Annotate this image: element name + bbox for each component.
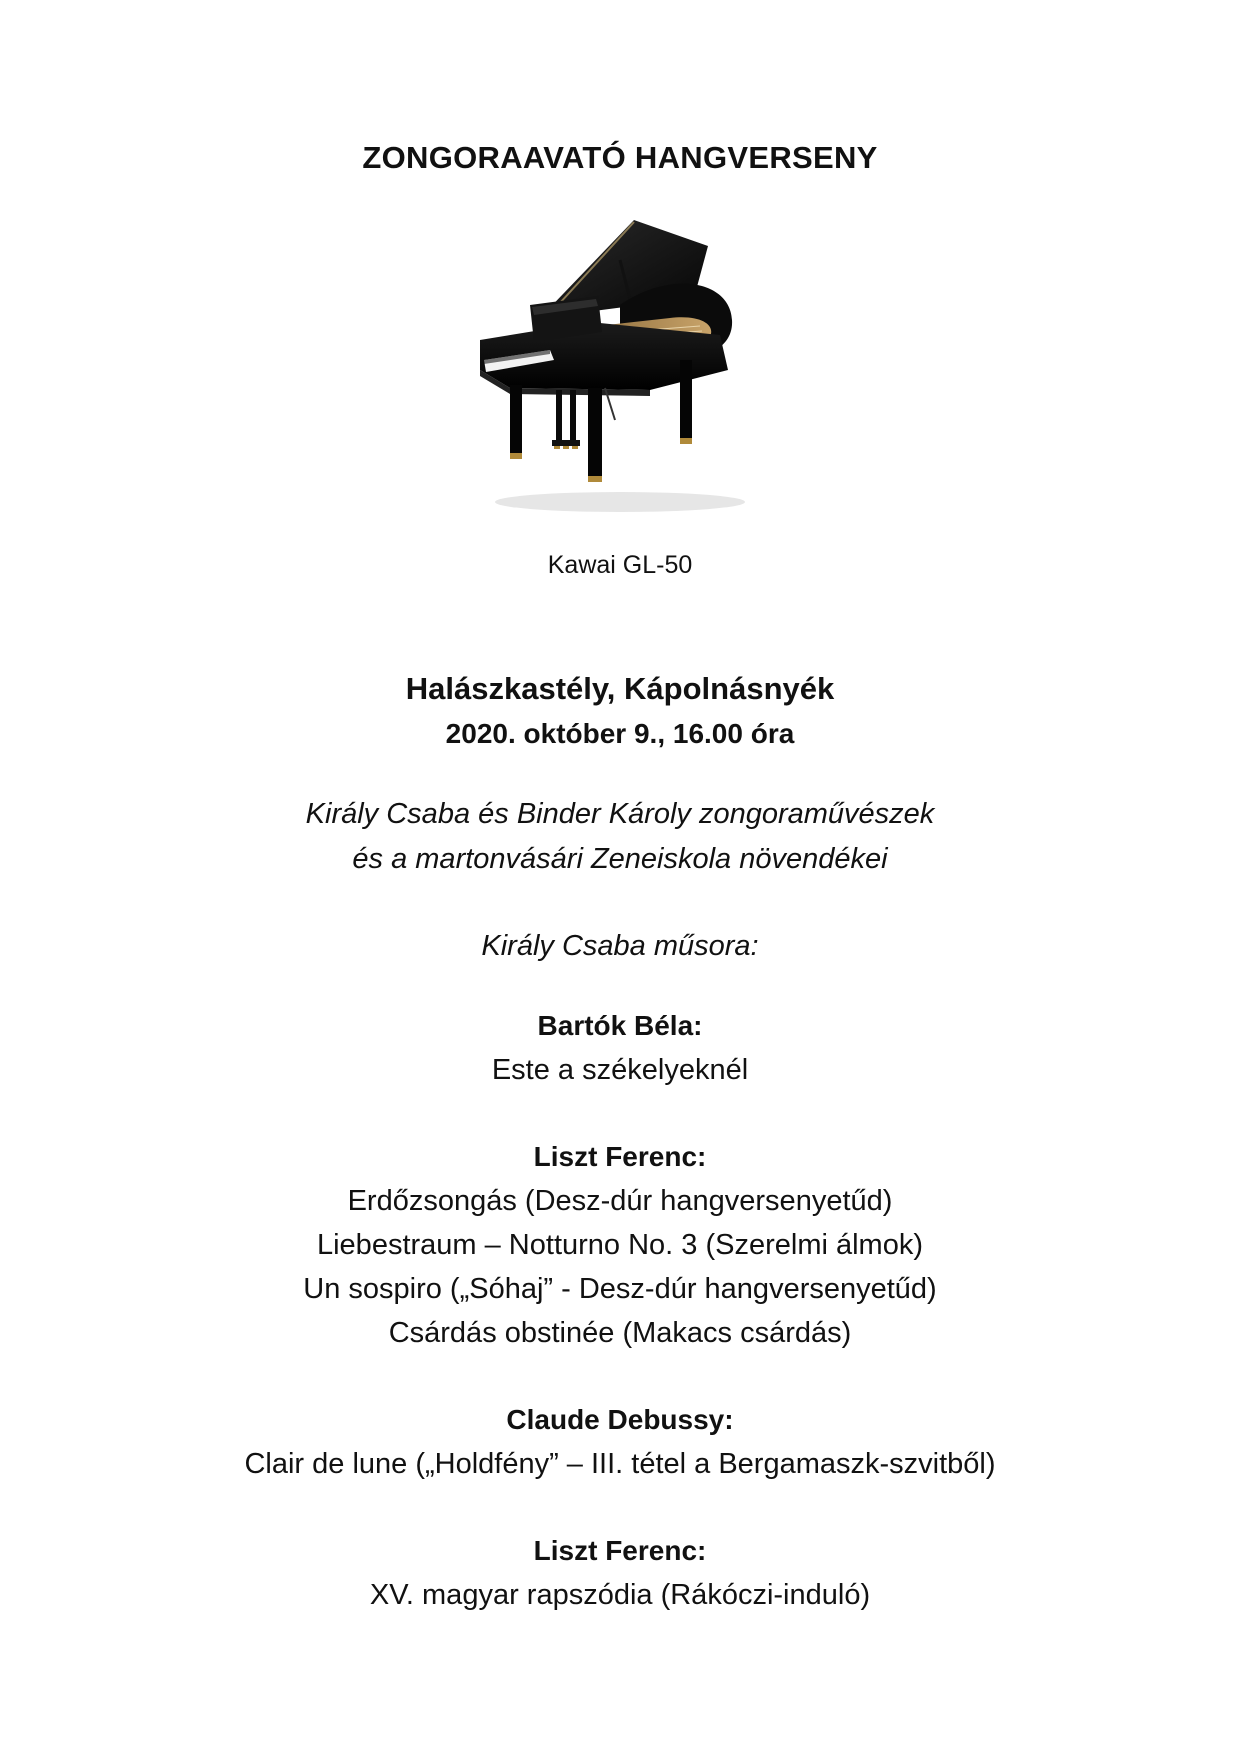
composer-name: Liszt Ferenc: [533, 1141, 707, 1172]
grand-piano-image [470, 210, 770, 520]
composer-name: Bartók Béla: [537, 1010, 703, 1041]
program-piece: Liebestraum – Notturno No. 3 (Szerelmi álmok) [316, 1229, 923, 1261]
performers-line: Király Csaba és Binder Károly zongoraművészek [305, 798, 935, 830]
piano-caption: Kawai GL-50 [547, 551, 693, 579]
program-heading: Király Csaba műsora: [481, 930, 759, 962]
program-piece: Clair de lune („Holdfény” – III. tétel a Bergamaszk-szvitből) [244, 1448, 996, 1480]
composer-name: Liszt Ferenc: [533, 1535, 707, 1566]
program-piece: Erdőzsongás (Desz-dúr hangversenyetűd) [347, 1185, 893, 1217]
event-datetime: 2020. október 9., 16.00 óra [445, 718, 795, 749]
composer-name: Claude Debussy: [506, 1404, 734, 1435]
program-piece: Csárdás obstinée (Makacs csárdás) [388, 1317, 852, 1349]
program-piece: Un sospiro („Sóhaj” - Desz-dúr hangversenyetűd) [303, 1273, 937, 1305]
event-venue: Halászkastély, Kápolnásnyék [405, 671, 835, 706]
program-piece: Este a székelyeknél [491, 1054, 749, 1086]
program-piece: XV. magyar rapszódia (Rákóczi-induló) [369, 1579, 871, 1611]
performers-line: és a martonvásári Zeneiskola növendékei [352, 843, 888, 875]
poster-title: ZONGORAAVATÓ HANGVERSENY [362, 140, 878, 175]
